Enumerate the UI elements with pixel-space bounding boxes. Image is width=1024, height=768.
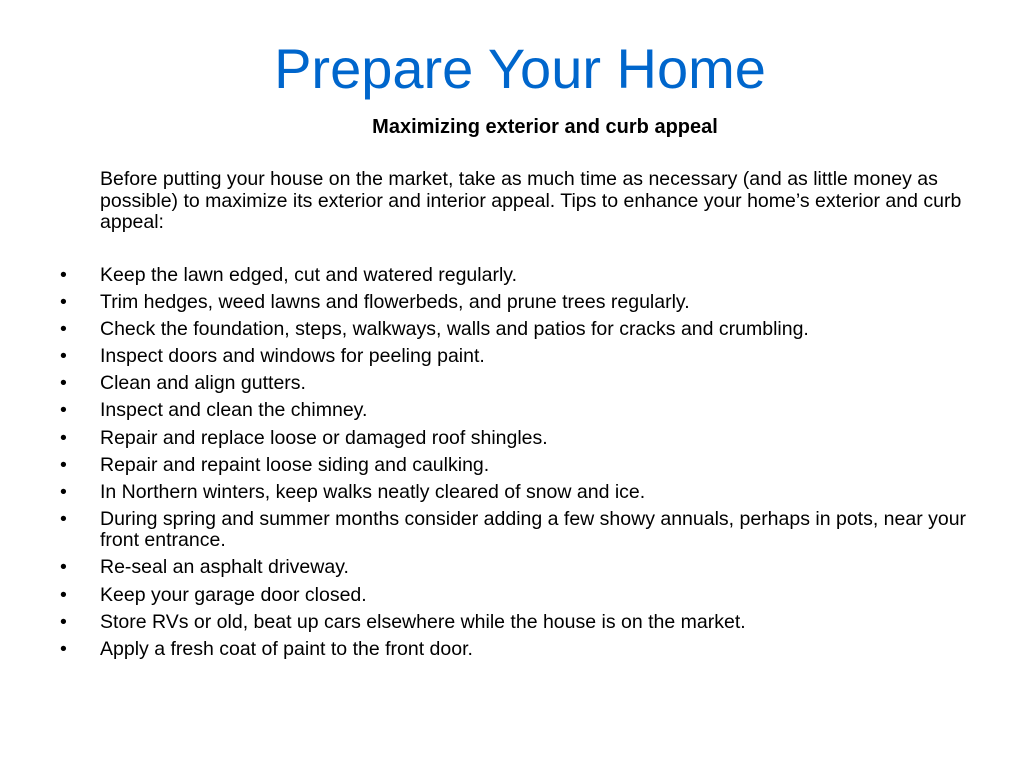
- tip-text: During spring and summer months consider adding a few showy annuals, perhaps in pots, near your front entrance.: [100, 507, 967, 552]
- bullet-icon: •: [60, 291, 67, 314]
- bullet-icon: •: [60, 556, 67, 579]
- bullet-icon: •: [60, 318, 67, 341]
- tip-text: Repair and replace loose or damaged roof shingles.: [100, 426, 548, 449]
- tip-text: In Northern winters, keep walks neatly cleared of snow and ice.: [100, 480, 646, 503]
- tip-item: [0, 265, 980, 287]
- bullet-icon: •: [60, 426, 67, 449]
- tip-item: [0, 509, 980, 552]
- intro-paragraph: Before putting your house on the market, take as much time as necessary (and as little money as possible) to maximize its exterior and interior appeal. Tips to enhance your home’s exterior and curb appeal:: [100, 168, 962, 233]
- tip-text: Apply a fresh coat of paint to the front door.: [100, 637, 473, 660]
- bullet-icon: •: [60, 399, 67, 422]
- tip-item: [0, 292, 980, 314]
- tip-text: Keep your garage door closed.: [100, 583, 367, 606]
- tip-text: Store RVs or old, beat up cars elsewhere while the house is on the market.: [100, 610, 746, 633]
- tip-text: Check the foundation, steps, walkways, walls and patios for cracks and crumbling.: [100, 318, 809, 341]
- tip-item: [0, 400, 980, 422]
- tip-text: Inspect and clean the chimney.: [100, 399, 368, 422]
- tip-text: Inspect doors and windows for peeling paint.: [100, 345, 485, 368]
- slide-title: Prepare Your Home: [274, 37, 766, 100]
- tip-text: Clean and align gutters.: [100, 372, 306, 395]
- tip-text: Keep the lawn edged, cut and watered regularly.: [100, 264, 517, 286]
- bullet-icon: •: [60, 637, 67, 660]
- tip-item: [0, 482, 980, 504]
- tip-item: [0, 639, 980, 661]
- bullet-icon: •: [60, 264, 67, 286]
- bullet-icon: •: [60, 372, 67, 395]
- tip-item: [0, 455, 980, 477]
- tip-item: [0, 585, 980, 607]
- tip-item: [0, 428, 980, 450]
- tip-item: [0, 373, 980, 395]
- tips-list: [0, 265, 1024, 666]
- tip-text: Re-seal an asphalt driveway.: [100, 556, 349, 579]
- bullet-icon: •: [60, 610, 67, 633]
- bullet-icon: •: [60, 345, 67, 368]
- tip-item: [0, 319, 980, 341]
- tip-item: [0, 612, 980, 634]
- tip-text: Repair and repaint loose siding and caulking.: [100, 453, 490, 476]
- bullet-icon: •: [60, 583, 67, 606]
- bullet-icon: •: [60, 453, 67, 476]
- tip-item: [0, 346, 980, 368]
- bullet-icon: •: [60, 507, 67, 530]
- tip-text: Trim hedges, weed lawns and flowerbeds, and prune trees regularly.: [100, 291, 690, 314]
- tip-item: [0, 557, 980, 579]
- bullet-icon: •: [60, 480, 67, 503]
- slide-subtitle: Maximizing exterior and curb appeal: [372, 116, 718, 138]
